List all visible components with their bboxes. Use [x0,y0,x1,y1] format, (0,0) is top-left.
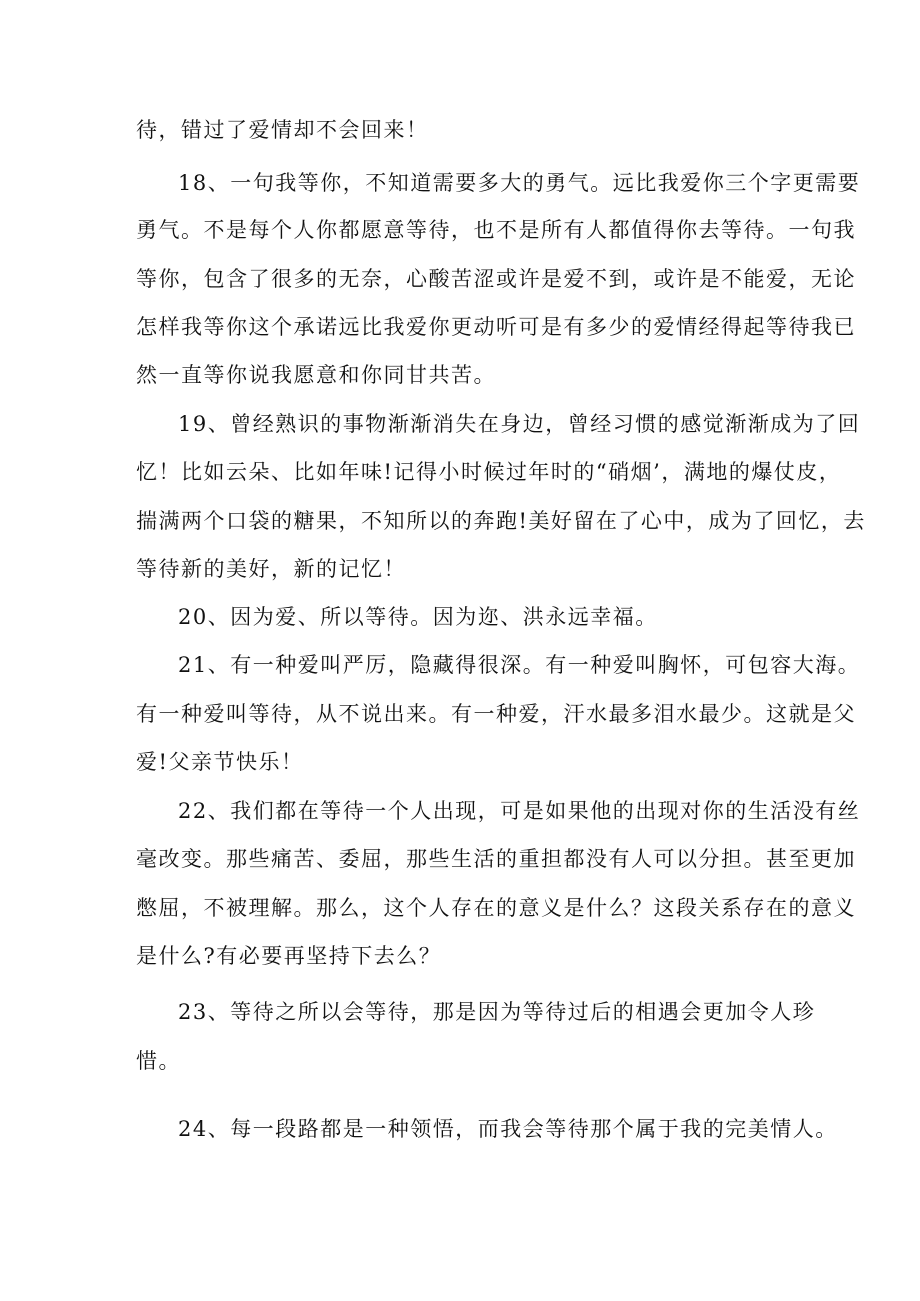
text-line: 等你，包含了很多的无奈，心酸苦涩或许是爱不到，或许是不能爱，无论 [136,267,856,291]
paragraph-24-line: 24、每一段路都是一种领悟，而我会等待那个属于我的完美情人。 [178,1117,838,1141]
text-line: 然一直等你说我愿意和你同甘共苦。 [136,363,496,387]
paragraph-19-first-line: 19、曾经熟识的事物渐渐消失在身边，曾经习惯的感觉渐渐成为了回 [178,412,861,436]
text-line: 揣满两个口袋的糖果，不知所以的奔跑!美好留在了心中，成为了回忆，去 [136,509,866,533]
paragraph-20-line: 20、因为爱、所以等待。因为迩、洪永远幸福。 [178,605,658,629]
text-line: 憋屈，不被理解。那么，这个人存在的意义是什么？这段关系存在的意义 [136,896,856,920]
text-line: 惜。 [136,1049,181,1073]
paragraph-22-first-line: 22、我们都在等待一个人出现，可是如果他的出现对你的生活没有丝 [178,799,861,823]
paragraph-23-first-line: 23、等待之所以会等待，那是因为等待过后的相遇会更加令人珍 [178,1000,816,1024]
text-line: 等待新的美好，新的记忆！ [136,557,406,581]
text-line: 毫改变。那些痛苦、委屈，那些生活的重担都没有人可以分担。甚至更加 [136,847,856,871]
paragraph-21-first-line: 21、有一种爱叫严厉，隐藏得很深。有一种爱叫胸怀，可包容大海。 [178,653,861,677]
text-line: 忆！比如云朵、比如年味!记得小时候过年时的“硝烟’，满地的爆仗皮， [136,460,842,484]
text-line: 有一种爱叫等待，从不说出来。有一种爱，汗水最多泪水最少。这就是父 [136,702,856,726]
text-line: 爱!父亲节快乐！ [136,750,304,774]
paragraph-18-first-line: 18、一句我等你，不知道需要多大的勇气。远比我爱你三个字更需要 [178,171,861,195]
text-line: 待，错过了爱情却不会回来！ [136,118,429,142]
text-line: 是什么?有必要再坚持下去么？ [136,944,442,968]
text-line: 怎样我等你这个承诺远比我爱你更动听可是有多少的爱情经得起等待我已 [136,315,856,339]
text-line: 勇气。不是每个人你都愿意等待，也不是所有人都值得你去等待。一句我 [136,218,856,242]
